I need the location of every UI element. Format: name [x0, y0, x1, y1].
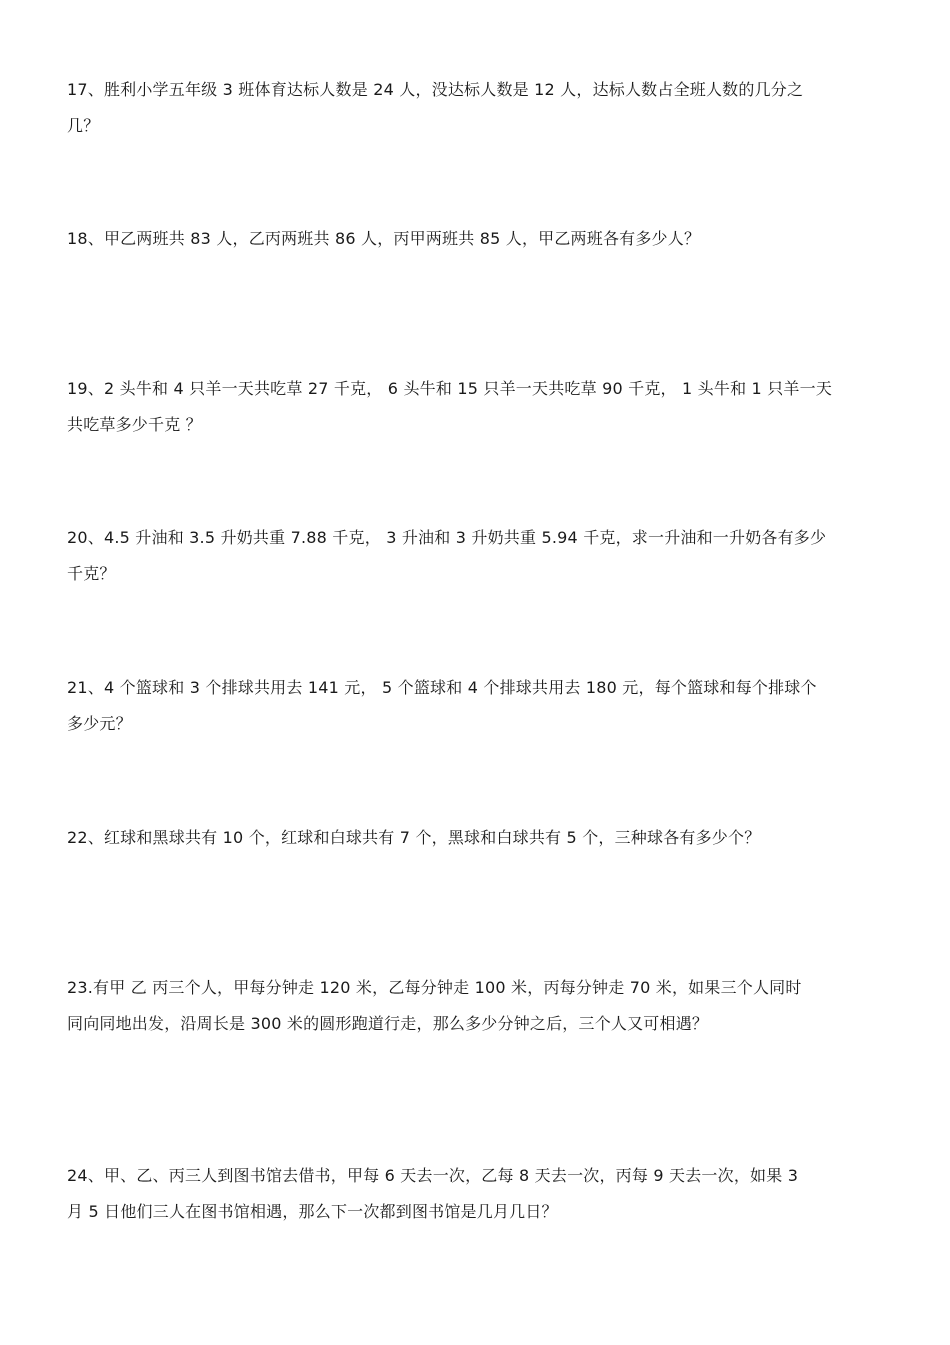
problem-17 — [67, 72, 907, 144]
problem-18-line-1: 18、甲乙两班共 83 人，乙丙两班共 86 人，丙甲两班共 85 人，甲乙两班各有多少人？ — [67, 229, 701, 248]
problem-20 — [67, 520, 907, 592]
problem-18 — [67, 221, 907, 257]
problem-24 — [67, 1158, 907, 1230]
problem-23-line-2: 同向同地出发，沿周长是 300 米的圆形跑道行走，那么多少分钟之后，三个人又可相遇？ — [67, 1014, 709, 1033]
problem-19 — [67, 371, 907, 443]
problem-19-line-1: 19、2 头牛和 4 只羊一天共吃草 27 千克， 6 头牛和 15 只羊一天共吃草 90 千克， 1 头牛和 1 只羊一天 — [67, 379, 833, 398]
problem-24-line-1: 24、甲、乙、丙三人到图书馆去借书，甲每 6 天去一次，乙每 8 天去一次，丙每 9 天去一次，如果 3 — [67, 1166, 799, 1185]
problem-20-line-1: 20、4.5 升油和 3.5 升奶共重 7.88 千克， 3 升油和 3 升奶共重 5.94 千克，求一升油和一升奶各有多少 — [67, 528, 827, 547]
problem-23-line-1: 23.有甲 乙 丙三个人，甲每分钟走 120 米，乙每分钟走 100 米，丙每分钟走 70 米，如果三个人同时 — [67, 978, 802, 997]
problem-17-line-1: 17、胜利小学五年级 3 班体育达标人数是 24 人，没达标人数是 12 人，达标人数占全班人数的几分之 — [67, 80, 804, 99]
problem-24-line-2: 月 5 日他们三人在图书馆相遇，那么下一次都到图书馆是几月几日？ — [67, 1202, 558, 1221]
problem-21-line-1: 21、4 个篮球和 3 个排球共用去 141 元， 5 个篮球和 4 个排球共用去 180 元，每个篮球和每个排球个 — [67, 678, 817, 697]
problem-21 — [67, 670, 907, 742]
problem-20-line-2: 千克？ — [67, 564, 116, 583]
problem-21-line-2: 多少元？ — [67, 714, 132, 733]
problem-17-line-2: 几？ — [67, 116, 100, 135]
problem-23 — [67, 970, 907, 1042]
problem-22 — [67, 820, 907, 856]
problem-19-line-2: 共吃草多少千克 ？ — [67, 415, 202, 434]
problem-22-line-1: 22、红球和黑球共有 10 个，红球和白球共有 7 个，黑球和白球共有 5 个，三种球各有多少个？ — [67, 828, 761, 847]
